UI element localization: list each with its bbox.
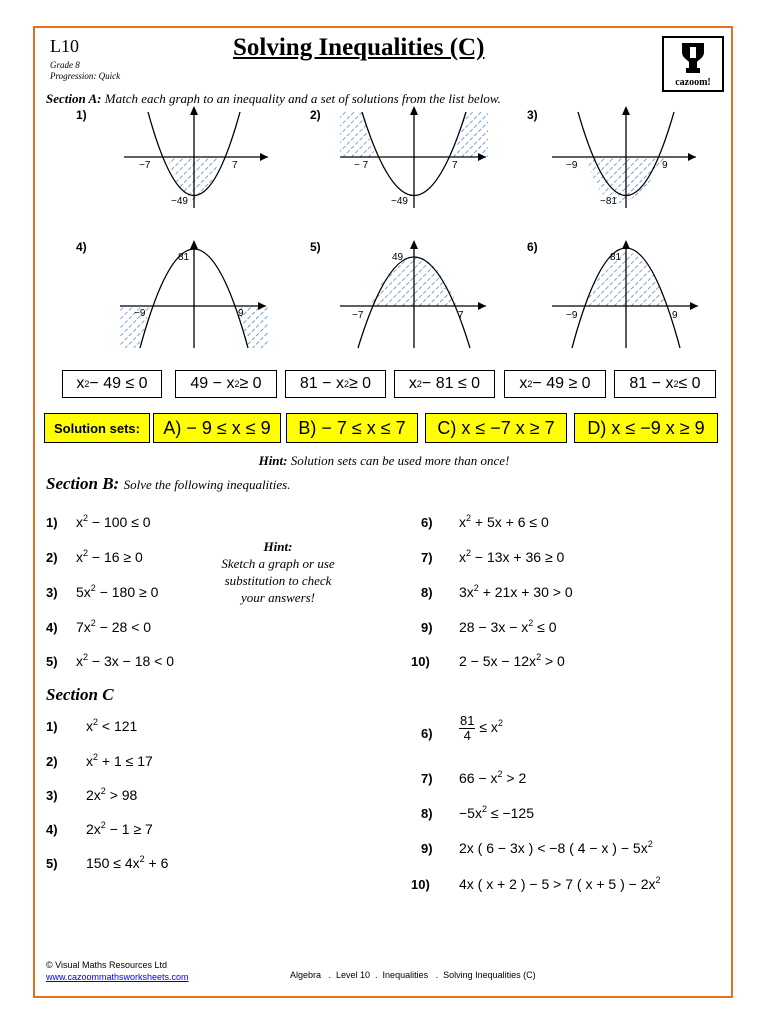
y-axis-arrow — [410, 240, 418, 249]
inequality-2-pre: 49 − x — [190, 375, 235, 392]
b-question-expression: $5x^2 - 180 \ge 0$ — [76, 583, 159, 600]
inequality-4-pre: x — [408, 375, 417, 392]
section-c-label: Section C — [46, 685, 114, 704]
b-question-expression: $x^2 - 100 \le 0$ — [76, 513, 151, 530]
c-question-expression: $x^2 + 1 \le 17$ — [86, 752, 153, 769]
inequality-box-2: 49 − x 2 ≥ 0 — [175, 370, 277, 398]
c-question-number: 6) — [421, 726, 433, 741]
graph-3-label-min: −81 — [600, 196, 617, 207]
progression-label: Progression: Quick — [50, 71, 121, 81]
b-question-number: 8) — [421, 585, 433, 600]
solution-set-a: A) − 9 ≤ x ≤ 9 — [153, 413, 281, 443]
section-a-hint-text: Solution sets can be used more than once! — [290, 453, 510, 468]
graph-3-label-right: 9 — [662, 160, 668, 171]
shaded-region-right — [452, 112, 488, 157]
grade-label: Grade 8 — [50, 60, 80, 70]
graph-2-number: 2) — [310, 108, 321, 122]
graph-4-label-max: 81 — [178, 252, 190, 263]
c-question-expression: $2x^2 - 1 \ge 7$ — [86, 820, 153, 837]
solution-set-d: D) x ≤ −9 x ≥ 9 — [574, 413, 718, 443]
b-question-number: 3) — [46, 585, 58, 600]
c-question-number: 7) — [421, 771, 433, 786]
inequality-1-post: − 49 ≤ 0 — [89, 375, 148, 392]
c-question-expression: $-5x^2 \le -125$ — [459, 804, 534, 821]
c-question-number: 2) — [46, 754, 58, 769]
b-question-expression: $2 - 5x - 12x^2 > 0$ — [459, 652, 565, 669]
graph-5-number: 5) — [310, 240, 321, 254]
b-question-number: 5) — [46, 654, 58, 669]
graph-1-label-right: 7 — [232, 160, 238, 171]
c-question-number: 3) — [46, 788, 58, 803]
graph-4 — [118, 236, 278, 356]
c-question-expression: $2x^2 > 98$ — [86, 786, 138, 803]
page-title: Solving Inequalities (C) — [233, 34, 485, 61]
section-a-hint — [0, 453, 768, 469]
graph-1-label-min: −49 — [171, 196, 188, 207]
graph-5 — [336, 236, 496, 356]
section-a-hint-label: Hint: — [258, 453, 288, 468]
graph-2-label-left: − 7 — [354, 160, 369, 171]
b-question-expression: $x^2 - 3x - 18 < 0$ — [76, 652, 175, 669]
x-axis-arrow — [688, 153, 696, 161]
section-b-label: Section B: — [46, 474, 120, 493]
graph-2-label-right: 7 — [452, 160, 458, 171]
c-question-number: 9) — [421, 841, 433, 856]
b-question-expression: $7x^2 - 28 < 0$ — [76, 618, 152, 635]
b-question-expression: $x^2 - 16 \ge 0$ — [76, 548, 143, 565]
b-question-number: 10) — [411, 654, 430, 669]
b-question-number: 2) — [46, 550, 58, 565]
level-label: L10 — [50, 36, 79, 56]
b-question-expression: $28 - 3x - x^2 \le 0$ — [459, 618, 557, 635]
inequality-5-post: − 49 ≥ 0 — [532, 375, 591, 392]
inequality-5-pre: x — [519, 375, 528, 392]
graph-2-label-min: −49 — [391, 196, 408, 207]
solution-sets-label: Solution sets: — [44, 413, 150, 443]
graph-2 — [336, 104, 496, 214]
inequality-2-post: ≥ 0 — [239, 375, 262, 392]
section-b-hint — [198, 538, 358, 606]
graph-6-label-max: 81 — [610, 252, 622, 263]
c-question-expression: $150 \le 4x^2 + 6$ — [86, 854, 169, 871]
solution-set-c: C) x ≤ −7 x ≥ 7 — [425, 413, 567, 443]
logo-text: cazoom! — [675, 77, 711, 88]
inequality-box-4: x 2 − 81 ≤ 0 — [394, 370, 495, 398]
inequality-box-1: x 2 − 49 ≤ 0 — [62, 370, 162, 398]
c-question-expression: 4x ( x + 2 ) − 5 > 7 ( x + 5 ) − $2x^2$ — [459, 875, 661, 892]
graph-6-label-left: −9 — [566, 310, 578, 321]
b-question-number: 6) — [421, 515, 433, 530]
graph-6-label-right: 9 — [672, 310, 678, 321]
inequality-4-post: − 81 ≤ 0 — [421, 375, 481, 392]
section-a-text: Match each graph to an inequality and a set of solutions from the list below. — [104, 91, 501, 106]
c-question-number: 1) — [46, 719, 58, 734]
section-b-hint-label: Hint: — [263, 539, 293, 554]
graph-1-label-left: −7 — [139, 160, 151, 171]
inequality-6-post: ≤ 0 — [678, 375, 701, 392]
graph-4-label-right: 9 — [238, 308, 244, 319]
y-axis-arrow — [622, 106, 630, 115]
inequality-3-pre: 81 − x — [299, 375, 344, 392]
b-question-number: 9) — [421, 620, 433, 635]
c-question-number: 8) — [421, 806, 433, 821]
section-b-instruction: Solve the following inequalities. — [123, 477, 291, 492]
b-question-expression: $3x^2 + 21x + 30 > 0$ — [459, 583, 573, 600]
c-question-number: 10) — [411, 877, 430, 892]
inequality-6-pre: 81 − x — [629, 375, 674, 392]
b-question-expression: $x^2 - 13x + 36 \ge 0$ — [459, 548, 565, 565]
section-b-hint-line: Sketch a graph or use — [221, 556, 335, 571]
graph-3-label-left: −9 — [566, 160, 578, 171]
trophy-icon — [664, 38, 722, 78]
grade-info — [50, 60, 120, 82]
b-question-number: 7) — [421, 550, 433, 565]
x-axis-arrow — [260, 153, 268, 161]
section-b-hint-line: substitution to check — [224, 573, 332, 588]
footer-breadcrumb: Algebra . Level 10 . Inequalities . Solving Inequalities (C) — [290, 970, 536, 980]
graph-3 — [548, 104, 708, 214]
y-axis-arrow — [190, 240, 198, 249]
c-question-expression: $x^2 < 121$ — [86, 717, 138, 734]
graph-4-label-left: −9 — [134, 308, 146, 319]
inequality-1-pre: x — [76, 375, 85, 392]
section-b-header — [46, 474, 290, 494]
inequality-3-post: ≥ 0 — [348, 375, 372, 392]
c-question-expression: 2x ( 6 − 3x ) < −8 ( 4 − x ) − $5x^2$ — [459, 839, 653, 856]
graph-4-number: 4) — [76, 240, 87, 254]
c-question-expression: $66 - x^2 > 2$ — [459, 769, 527, 786]
b-question-expression: $x^2 + 5x + 6 \le 0$ — [459, 513, 549, 530]
y-axis-arrow — [410, 106, 418, 115]
footer-left — [46, 959, 189, 983]
fraction: $\frac{81}{4}$ — [460, 713, 475, 743]
graph-1-number: 1) — [76, 108, 87, 122]
graph-3-number: 3) — [527, 108, 538, 122]
x-axis-arrow — [690, 302, 698, 310]
solution-set-b: B) − 7 ≤ x ≤ 7 — [286, 413, 418, 443]
section-a-label: Section A: — [46, 91, 102, 106]
shaded-region-left — [340, 112, 376, 157]
graph-5-label-max: 49 — [392, 252, 404, 263]
x-axis-arrow — [478, 302, 486, 310]
graph-5-label-left: −7 — [352, 310, 364, 321]
graph-6 — [548, 236, 708, 356]
inequality-box-6: 81 − x 2 ≤ 0 — [614, 370, 716, 398]
y-axis-arrow — [190, 106, 198, 115]
inequality-box-5: x 2 − 49 ≥ 0 — [504, 370, 606, 398]
website-link[interactable]: www.cazoommathsworksheets.com — [46, 972, 189, 982]
b-question-number: 4) — [46, 620, 58, 635]
cazoom-logo — [662, 36, 724, 92]
inequality-box-3: 81 − x 2 ≥ 0 — [285, 370, 386, 398]
graph-1 — [118, 104, 278, 214]
c-question-expression: $\frac{81}{4}$ ≤ $x^2$ — [460, 713, 503, 743]
section-b-hint-line: your answers! — [240, 590, 316, 605]
graph-5-label-right: 7 — [458, 310, 464, 321]
copyright-text: © Visual Maths Resources Ltd — [46, 960, 168, 970]
graph-6-number: 6) — [527, 240, 538, 254]
b-question-number: 1) — [46, 515, 58, 530]
c-question-number: 4) — [46, 822, 58, 837]
c-question-number: 5) — [46, 856, 58, 871]
